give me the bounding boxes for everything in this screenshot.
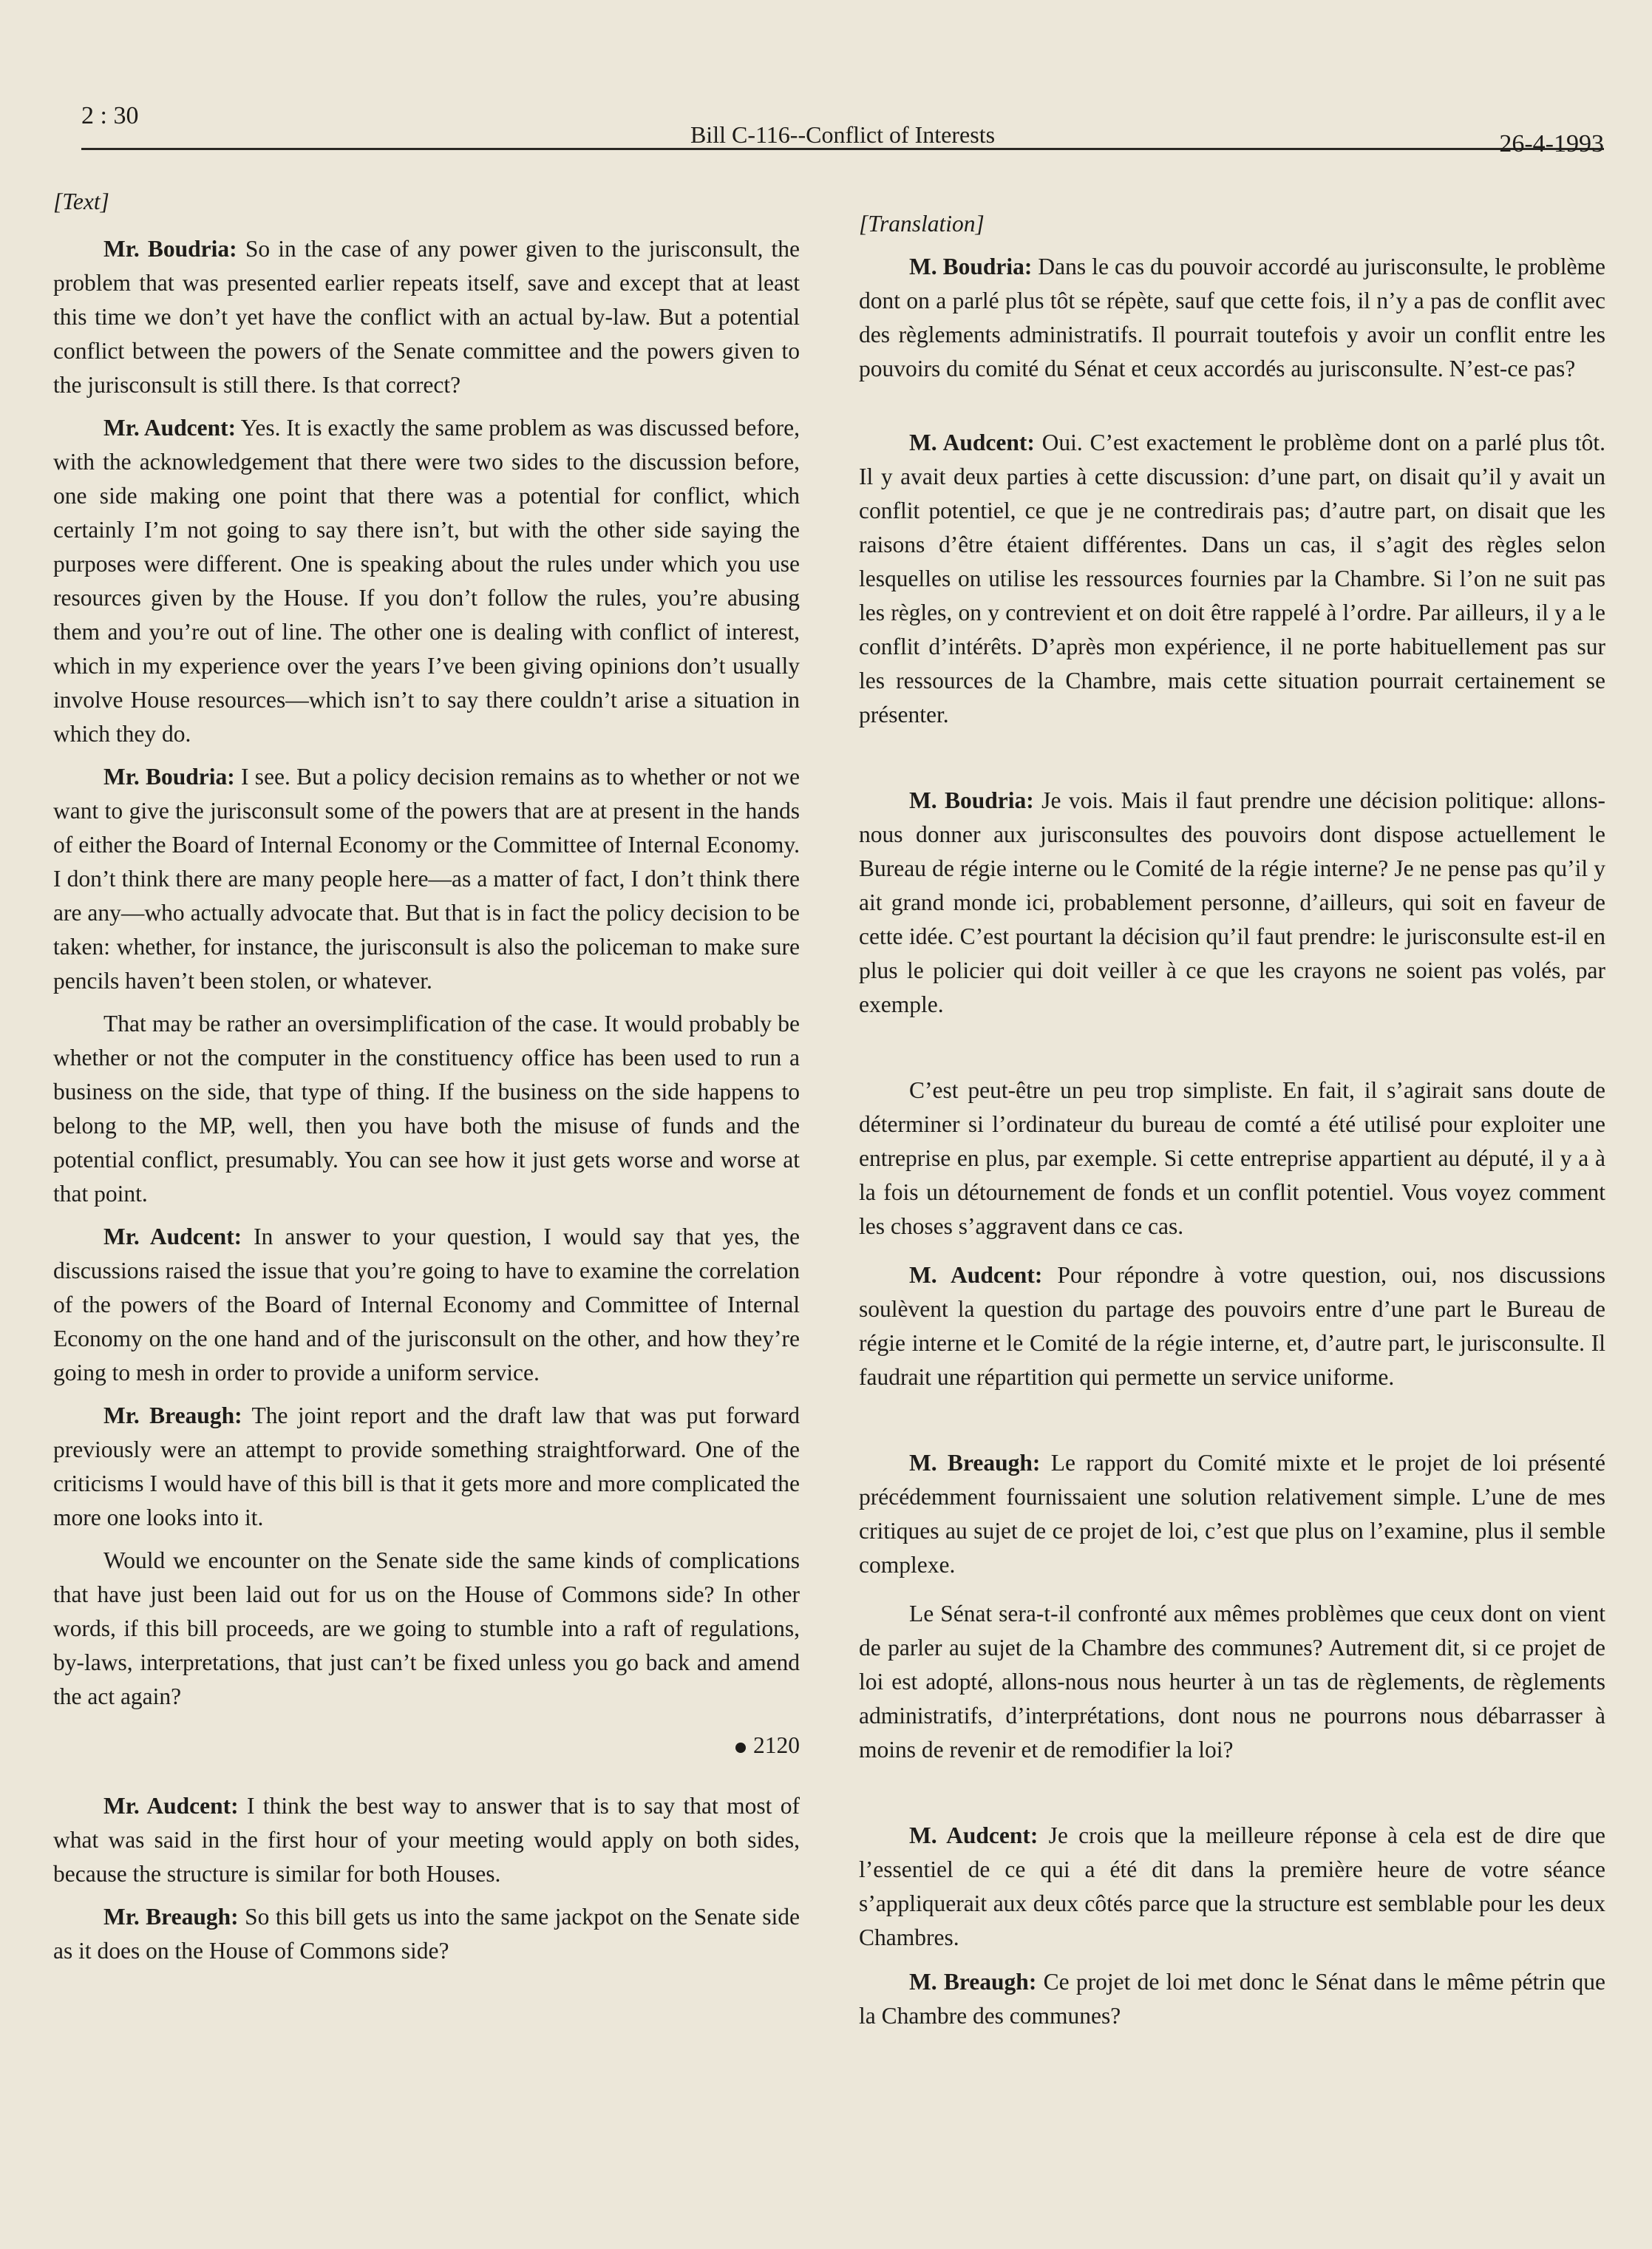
paragraph xyxy=(859,250,1605,386)
time-marker xyxy=(53,1729,800,1763)
paragraph xyxy=(53,1007,800,1211)
paragraph-text: I think the best way to answer that is to say that most of what was said in the first hour of your meeting would apply on both sides, because the structure is similar for both Houses. xyxy=(53,1793,800,1887)
paragraph-text: So in the case of any power given to the jurisconsult, the problem that was presented earlier repeats itself, save and except that at least this time we don’t yet have the conflict with an actual by-law. But a potential conflict between the powers of the Senate committee and the powers given to the jurisconsult is still there. Is that correct? xyxy=(53,236,800,398)
speaker-name: M. Audcent: xyxy=(909,1822,1039,1848)
paragraph-text: Dans le cas du pouvoir accordé au jurisconsulte, le problème dont on a parlé plus tôt se répète, sauf que cette fois, il n’y a pas de conflit avec des règlements administratifs. Il pourrait toutefois y avoir un conflit entre les pouvoirs du comité du Sénat et ceux accordés au jurisconsulte. N’est-ce pas? xyxy=(859,254,1605,381)
french-column xyxy=(859,207,1605,2033)
speaker-name: M. Breaugh: xyxy=(909,1450,1041,1476)
bullet-icon xyxy=(735,1743,746,1753)
paragraph-text: Would we encounter on the Senate side the same kinds of complications that have just been laid out for us on the House of Commons side? In other words, if this bill proceeds, are we going to stumble into a raft of regulations, by-laws, interpretations, that just can’t be fixed unless you go back and amend the act again? xyxy=(53,1547,800,1709)
paragraph-text: Le rapport du Comité mixte et le projet de loi présenté précédemment fournissaient une solution relativement simple. L’une de mes critiques au sujet de ce projet de loi, c’est que plus on l’examine, plus il semble complexe. xyxy=(859,1450,1605,1578)
header-date: 26-4-1993 xyxy=(1499,130,1604,157)
speaker-name: M. Boudria: xyxy=(909,787,1034,813)
paragraph xyxy=(859,784,1605,1022)
paragraph xyxy=(859,1258,1605,1394)
paragraph xyxy=(53,1900,800,1968)
paragraph-text: So this bill gets us into the same jackpot on the Senate side as it does on the House of Commons side? xyxy=(53,1904,800,1964)
paragraph-text: Je crois que la meilleure réponse à cela est de dire que l’essentiel de ce qui a été dit dans la première heure de votre séance s’appliquerait aux deux côtés parce que la structure est semblable pour les deux Chambres. xyxy=(859,1822,1605,1950)
paragraph-text: Oui. C’est exactement le problème dont on a parlé plus tôt. Il y avait deux parties à cette discussion: d’une part, on disait qu’il y avait un conflit potentiel, ce que je ne contredirais pas; d’autre part, on disait que les raisons d’être étaient différentes. Dans un cas, il s’agit des règles selon lesquelles on utilise les ressources fournies par la Chambre. Si l’on ne suit pas les règles, on y contrevient et on doit être rappelé à l’ordre. Par ailleurs, il y a le conflit d’intérêts. D’après mon expérience, il ne porte habituellement pas sur les ressources de la Chambre, mais cette situation pourrait certainement se présenter. xyxy=(859,430,1605,727)
paragraph-text: That may be rather an oversimplification of the case. It would probably be whether or not the computer in the constituency office has been used to run a business on the side, that type of thing. If the business on the side happens to belong to the MP, well, then you have both the misuse of funds and the potential conflict, presumably. You can see how it just gets worse and worse at that point. xyxy=(53,1011,800,1207)
paragraph-text: Le Sénat sera-t-il confronté aux mêmes problèmes que ceux dont on vient de parler au sujet de la Chambre des communes? Autrement dit, si ce projet de loi est adopté, allons-nous nous heurter à un tas de règlements, de règlements administratifs, d’interprétations, dont nous ne pourrons nous débarrasser à moins de revenir et de remodifier la loi? xyxy=(859,1601,1605,1763)
paragraph xyxy=(859,1965,1605,2033)
english-column xyxy=(53,185,800,1968)
speaker-name: Mr. Audcent: xyxy=(103,1793,239,1819)
paragraph xyxy=(859,1446,1605,1582)
speaker-name: Mr. Audcent: xyxy=(103,1224,242,1249)
speaker-name: M. Audcent: xyxy=(909,1262,1043,1288)
paragraph xyxy=(53,411,800,751)
page-header xyxy=(81,102,1604,157)
paragraph xyxy=(53,1789,800,1891)
paragraph-text: I see. But a policy decision remains as to whether or not we want to give the jurisconsult some of the powers that are at present in the hands of either the Board of Internal Economy or the Committee of Internal Economy. I don’t think there are many people here—as a matter of fact, I don’t think there are any—who actually advocate that. But that is in fact the policy decision to be taken: whether, for instance, the jurisconsult is also the policeman to make sure pencils haven’t been stolen, or whatever. xyxy=(53,764,800,994)
paragraph-text: Pour répondre à votre question, oui, nos discussions soulèvent la question du partage des pouvoirs entre d’une part le Bureau de régie interne et le Comité de la régie interne, et, d’autre part, le jurisconsulte. Il faudrait une répartition qui permette un service uniforme. xyxy=(859,1262,1605,1390)
speaker-name: M. Boudria: xyxy=(909,254,1033,279)
speaker-name: M. Audcent: xyxy=(909,430,1035,455)
paragraph xyxy=(859,1597,1605,1767)
paragraph xyxy=(53,1399,800,1535)
paragraph xyxy=(859,426,1605,732)
paragraph xyxy=(53,232,800,402)
paragraph-text: Yes. It is exactly the same problem as was discussed before, with the acknowledgement that there were two sides to the discussion before, one side making one point that there was a potential for conflict, which certainly I’m not going to say there isn’t, but with the other side saying the purposes were different. One is speaking about the rules under which you use resources given by the House. If you don’t follow the rules, you’re abusing them and you’re out of line. The other one is dealing with conflict of interest, which in my experience over the years I’ve been giving opinions don’t usually involve House resources—which isn’t to say there couldn’t arise a situation in which they do. xyxy=(53,415,800,747)
speaker-name: M. Breaugh: xyxy=(909,1969,1037,1995)
speaker-name: Mr. Boudria: xyxy=(103,764,235,790)
paragraph xyxy=(53,760,800,998)
paragraph-text: Je vois. Mais il faut prendre une décision politique: allons-nous donner aux jurisconsultes des pouvoirs dont dispose actuellement le Bureau de régie interne ou le Comité de la régie interne? Je ne pense pas qu’il y ait grand monde ici, probablement personne, d’ailleurs, qui soit en faveur de cette idée. C’est pourtant la décision qu’il faut prendre: le jurisconsulte est-il en plus le policier qui doit veiller à ce que les crayons ne soient pas volés, par exemple. xyxy=(859,787,1605,1017)
paragraph xyxy=(53,1220,800,1390)
running-title: Bill C-116--Conflict of Interests xyxy=(690,121,996,148)
paragraph xyxy=(859,1073,1605,1244)
paragraph-text: C’est peut-être un peu trop simpliste. En fait, il s’agirait sans doute de déterminer si l’ordinateur du bureau de comté a été utilisé pour exploiter une entreprise en plus, par exemple. Si cette entreprise appartient au député, il y a à la fois un détournement de fonds et un conflit potentiel. Vous voyez comment les choses s’aggravent dans ce cas. xyxy=(859,1077,1605,1239)
paragraph xyxy=(859,1819,1605,1955)
speaker-name: Mr. Audcent: xyxy=(103,415,237,441)
paragraph-text: Ce projet de loi met donc le Sénat dans le même pétrin que la Chambre des communes? xyxy=(859,1969,1605,2029)
section-label-text: [Text] xyxy=(53,189,109,214)
section-label-translation: [Translation] xyxy=(859,211,985,237)
speaker-name: Mr. Boudria: xyxy=(103,236,237,262)
time-marker-text: 2120 xyxy=(753,1732,800,1758)
paragraph-text: In answer to your question, I would say that yes, the discussions raised the issue that you’re going to have to examine the correlation of the powers of the Board of Internal Economy and Committee of Internal Economy on the one hand and of the jurisconsult on the other, and how they’re going to mesh in order to provide a uniform service. xyxy=(53,1224,800,1385)
paragraph xyxy=(53,1544,800,1714)
speaker-name: Mr. Breaugh: xyxy=(103,1904,239,1930)
speaker-name: Mr. Breaugh: xyxy=(103,1402,242,1428)
page-number: 2 : 30 xyxy=(81,102,139,129)
paragraph-text: The joint report and the draft law that was put forward previously were an attempt to provide something straightforward. One of the criticisms I would have of this bill is that it gets more and more complicated the more one looks into it. xyxy=(53,1402,800,1530)
